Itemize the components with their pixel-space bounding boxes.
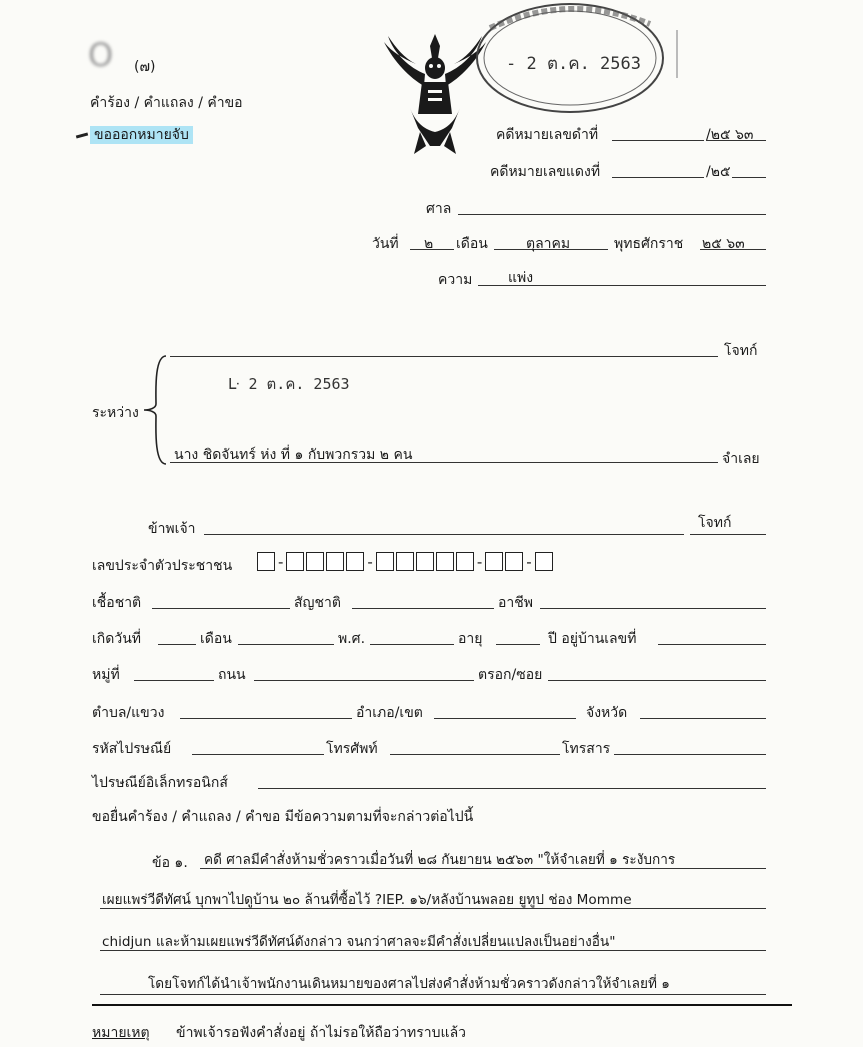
- between-label: ระหว่าง: [92, 405, 139, 421]
- year-line: [700, 249, 766, 250]
- body-underline-2: [100, 908, 766, 909]
- day-value: ๒: [424, 236, 434, 252]
- id-box: [257, 552, 275, 571]
- black-case-number-line: [612, 140, 704, 141]
- id-box: [306, 552, 324, 571]
- case-type-label: ความ: [438, 272, 473, 288]
- stamp-date: - 2 ต.ค. 2563: [506, 54, 641, 74]
- province-line: [640, 718, 766, 719]
- nationality-line: [352, 608, 494, 609]
- margin-mark: [676, 30, 678, 78]
- red-case-number-line: [612, 177, 704, 178]
- red-case-label: คดีหมายเลขแดงที่: [490, 164, 601, 180]
- occupation-line: [540, 608, 766, 609]
- fax-label: โทรสาร: [562, 741, 611, 757]
- body-underline-1: [200, 868, 766, 869]
- email-label: ไปรษณีย์อิเล็กทรอนิกส์: [92, 775, 228, 791]
- body-line-2: เผยแพร่วีดีทัศน์ บุกพาไปดูบ้าน ๒๐ ล้านที่ซื้อไว้ ?IEP. ๑๖/หลังบ้านพลอย ยูทูป ช่อง Momme: [102, 892, 632, 908]
- age-unit-label: ปี อยู่บ้านเลขที่: [548, 631, 637, 647]
- road-label: ถนน: [218, 667, 246, 683]
- id-box: [416, 552, 434, 571]
- province-label: จังหวัด: [586, 705, 628, 721]
- born-day-label: เกิดวันที่: [92, 631, 142, 647]
- year-value: ๒๕ ๖๓: [702, 236, 745, 252]
- pen-mark: [76, 132, 88, 138]
- id-box: [436, 552, 454, 571]
- defendant-label: จำเลย: [722, 451, 760, 467]
- subdistrict-line: [180, 718, 352, 719]
- subdistrict-label: ตำบล/แขวง: [92, 705, 165, 721]
- alley-label: ตรอก/ซอย: [478, 667, 543, 683]
- note-label: หมายเหตุ: [92, 1025, 150, 1041]
- applicant-label: ข้าพเจ้า: [148, 521, 196, 537]
- postal-label: รหัสไปรษณีย์: [92, 741, 172, 757]
- form-title: คำร้อง / คำแถลง / คำขอ: [90, 95, 243, 111]
- form-subject: ขอออกหมายจับ: [90, 124, 193, 146]
- form-code: (๗): [134, 59, 156, 75]
- black-case-label: คดีหมายเลขดำที่: [496, 127, 599, 143]
- case-type-value: แพ่ง: [508, 270, 534, 286]
- nationality-label: สัญชาติ: [294, 595, 341, 611]
- applicant-role: โจทก์: [698, 515, 732, 531]
- born-month-line: [238, 644, 334, 645]
- id-box: [505, 552, 523, 571]
- footer-divider: [92, 1004, 792, 1006]
- postal-line: [192, 754, 324, 755]
- black-case-suffix: /๒๕ ๖๓: [706, 127, 754, 143]
- phone-label: โทรศัพท์: [326, 741, 378, 757]
- date-label: วันที่: [372, 236, 399, 252]
- body-underline-4: [100, 994, 766, 995]
- court-line: [458, 214, 766, 215]
- applicant-name-line: [204, 534, 684, 535]
- district-label: อำเภอ/เขต: [356, 705, 423, 721]
- id-box: [286, 552, 304, 571]
- born-day-line: [158, 644, 196, 645]
- born-year-label: พ.ศ.: [338, 631, 366, 647]
- court-label: ศาล: [426, 201, 452, 217]
- received-date-stamp: ᒷ 2 ต.ค. 2563: [228, 375, 350, 393]
- black-case-suffix-line: [706, 140, 766, 141]
- request-intro: ขอยื่นคำร้อง / คำแถลง / คำขอ มีข้อความตามที่จะกล่าวต่อไปนี้: [92, 809, 474, 825]
- moo-label: หมู่ที่: [92, 667, 120, 683]
- id-box: [396, 552, 414, 571]
- born-month-label: เดือน: [200, 631, 232, 647]
- fax-line: [614, 754, 766, 755]
- month-label: เดือน: [456, 236, 488, 252]
- age-line: [496, 644, 540, 645]
- id-box: [376, 552, 394, 571]
- applicant-role-line: [690, 534, 766, 535]
- district-line: [434, 718, 576, 719]
- race-line: [152, 608, 290, 609]
- body-line-1: คดี ศาลมีคำสั่งห้ามชั่วคราวเมื่อวันที่ ๒๘ กันยายน ๒๕๖๓ "ให้จำเลยที่ ๑ ระงับการ: [204, 852, 676, 868]
- road-line: [254, 680, 474, 681]
- form-number-blurred: O: [88, 36, 114, 74]
- red-case-suffix-line: [732, 177, 766, 178]
- born-year-line: [370, 644, 454, 645]
- id-box: [346, 552, 364, 571]
- plaintiff-label: โจทก์: [724, 343, 758, 359]
- defendant-name: นาง ชิดจันทร์ ห่ง ที่ ๑ กับพวกรวม ๒ คน: [174, 447, 413, 463]
- age-label: อายุ: [458, 631, 483, 647]
- id-box: [326, 552, 344, 571]
- id-box: [456, 552, 474, 571]
- alley-line: [548, 680, 766, 681]
- defendant-line: [170, 462, 718, 463]
- occupation-label: อาชีพ: [498, 595, 533, 611]
- body-line-4: โดยโจทก์ได้นำเจ้าพนักงานเดินหมายของศาลไปส่งคำสั่งห้ามชั่วคราวดังกล่าวให้จำเลยที่ ๑: [148, 976, 670, 992]
- id-box: [535, 552, 553, 571]
- phone-line: [390, 754, 560, 755]
- body-line-3: chidjun และห้ามเผยแพร่วีดีทัศน์ดังกล่าว จนกว่าศาลจะมีคำสั่งเปลี่ยนแปลงเป็นอย่างอื่น": [102, 934, 616, 950]
- year-label: พุทธศักราช: [614, 236, 684, 252]
- body-underline-3: [100, 950, 766, 951]
- id-label: เลขประจำตัวประชาชน: [92, 558, 233, 574]
- email-line: [258, 788, 766, 789]
- moo-line: [134, 680, 214, 681]
- month-value: ตุลาคม: [526, 236, 571, 252]
- house-no-line: [658, 644, 766, 645]
- id-number-boxes: - - - -: [256, 551, 554, 571]
- between-brace: [142, 354, 170, 466]
- race-label: เชื้อชาติ: [92, 595, 142, 611]
- red-case-suffix: /๒๕: [706, 164, 731, 180]
- item-label: ข้อ ๑.: [152, 855, 188, 871]
- received-stamp-icon: ᒷ: [228, 375, 240, 393]
- note-text: ข้าพเจ้ารอฟังคำสั่งอยู่ ถ้าไม่รอให้ถือว่าทราบแล้ว: [176, 1025, 467, 1041]
- plaintiff-line: [170, 356, 718, 357]
- id-box: [485, 552, 503, 571]
